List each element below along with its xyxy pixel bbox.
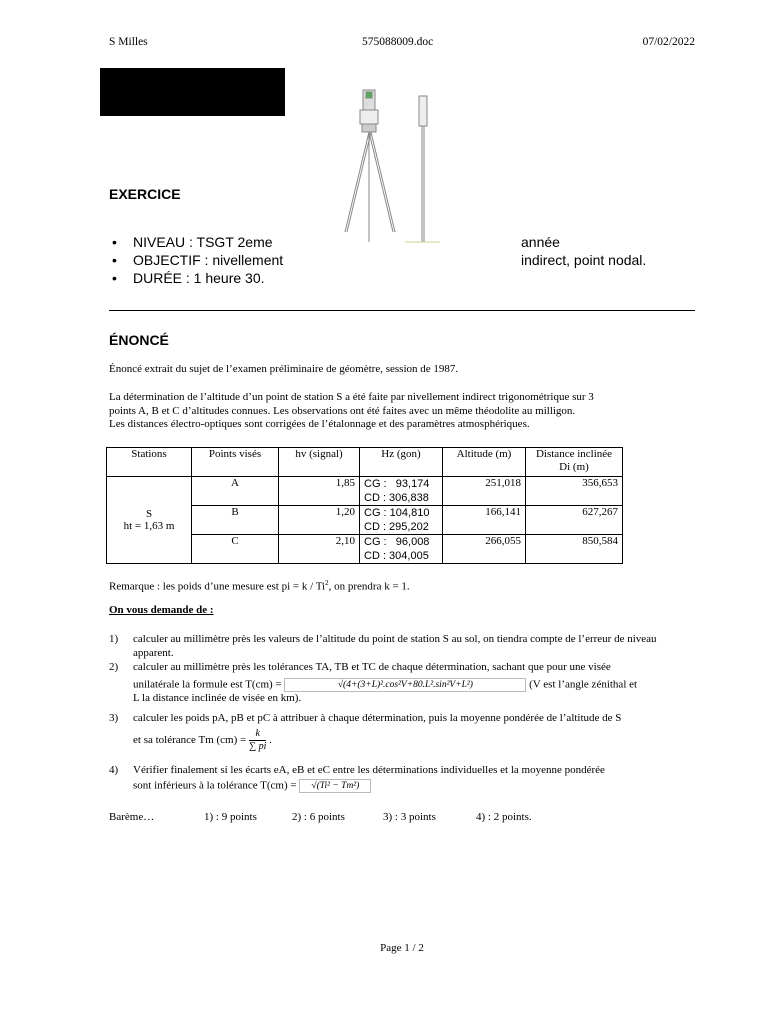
altitude-cell: 166,141 — [443, 506, 526, 535]
q4-text — [133, 764, 698, 793]
hz-cd: CD : 306,838 — [364, 492, 429, 504]
hz-cg: CG : 93,174 — [364, 478, 430, 490]
bareme-p1: 1) : 9 points — [204, 811, 257, 823]
q3-fraction — [249, 728, 266, 753]
bullet-niveau-right: année — [521, 234, 560, 250]
q2-line2 — [133, 678, 698, 692]
th-stations: Stations — [107, 448, 192, 477]
q3-line1: calculer les poids pA, pB et pC à attribuer à chaque détermination, puis la moyenne pondérée de l’altitude de S — [133, 712, 622, 724]
exercise-title: EXERCICE — [109, 186, 181, 202]
th-distance-line1: Distance inclinée — [535, 448, 613, 460]
q2-line3: L la distance inclinée de visée en km). — [133, 691, 302, 704]
q2-line2a: unilatérale la formule est T(cm) = — [133, 678, 282, 691]
hv-cell: 1,20 — [279, 506, 360, 535]
hz-cell — [360, 506, 443, 535]
header-author: S Milles — [109, 36, 148, 48]
bareme-p4: 4) : 2 points. — [476, 811, 532, 823]
distance-cell: 627,267 — [526, 506, 623, 535]
distance-cell: 356,653 — [526, 477, 623, 506]
altitude-cell: 251,018 — [443, 477, 526, 506]
enonce-desc-line2: points A, B et C d’altitudes connues. Les observations ont été faites avec un même théodolite au milligon. — [109, 404, 576, 417]
q4-line2 — [133, 779, 698, 793]
theodolite-illustration — [335, 82, 450, 250]
th-distance — [526, 448, 623, 477]
remark-sup: 2 — [325, 579, 329, 587]
q1-number: 1) — [109, 633, 119, 645]
bareme-p3: 3) : 3 points — [383, 811, 436, 823]
q3-line2-text: et sa tolérance Tm (cm) = — [133, 733, 247, 746]
table-row — [107, 477, 623, 506]
header-file: 575088009.doc — [362, 36, 434, 48]
q4-line2-text: sont inférieurs à la tolérance T(cm) = — [133, 779, 297, 792]
point-cell: C — [192, 535, 279, 564]
bullet-objectif-right: indirect, point nodal. — [521, 252, 647, 268]
bullet-niveau-left: NIVEAU : TSGT 2eme — [133, 234, 273, 250]
q2-line1: calculer au millimètre près les tolérances TA, TB et TC de chaque détermination, sachant que pour une visée — [133, 661, 611, 673]
th-hv: hv (signal) — [279, 448, 360, 477]
remark-end: , on prendra k = 1. — [328, 580, 410, 593]
hv-cell: 2,10 — [279, 535, 360, 564]
remark — [109, 577, 699, 594]
q3-frac-bot: ∑ pi — [248, 740, 267, 752]
bareme-p2: 2) : 6 points — [292, 811, 345, 823]
logo-block — [100, 68, 285, 116]
q2-number: 2) — [109, 661, 119, 673]
q4-formula: √(Ti² − Tm²) — [299, 779, 371, 793]
hv-cell: 1,85 — [279, 477, 360, 506]
bullet-duree-left: DURÉE : 1 heure 30. — [133, 270, 265, 286]
q2-formula: √(4+(3+L)².cos²V+80.L².sin²V+L²) — [284, 678, 526, 692]
exercise-bullets — [0, 233, 768, 287]
enonce-intro: Énoncé extrait du sujet de l’examen préliminaire de géomètre, session de 1987. — [109, 363, 459, 375]
station-ht: ht = 1,63 m — [123, 520, 175, 532]
enonce-title: ÉNONCÉ — [109, 332, 169, 348]
observations-table — [106, 447, 623, 564]
enonce-desc-line1: La détermination de l’altitude d’un point de station S a été faite par nivellement indirect trigonométrique sur 3 — [109, 391, 594, 403]
bullet-objectif: • OBJECTIF : nivellement indirect, point nodal. — [112, 252, 647, 268]
demand-heading: On vous demande de : — [109, 604, 214, 616]
remark-text: Remarque : les poids d’une mesure est pi = k / Ti — [109, 580, 326, 593]
enonce-desc-line3: Les distances électro-optiques sont corrigées de l’étalonnage et des paramètres atmosphériques. — [109, 418, 530, 430]
q1-text: calculer au millimètre près les valeurs de l’altitude du point de station S au sol, on tiendra compte de l’erreur de niveau apparent. — [133, 633, 657, 659]
distance-cell: 850,584 — [526, 535, 623, 564]
q2-text — [133, 661, 698, 705]
hz-cell — [360, 535, 443, 564]
hz-cd: CD : 304,005 — [364, 550, 429, 562]
header-date: 07/02/2022 — [642, 36, 695, 48]
th-distance-line2: Di (m) — [559, 461, 589, 473]
page-number: Page 1 / 2 — [380, 942, 424, 954]
point-cell: B — [192, 506, 279, 535]
bullet-duree: • DURÉE : 1 heure 30. — [112, 270, 265, 286]
divider — [109, 310, 695, 311]
th-points: Points visés — [192, 448, 279, 477]
enonce-desc — [109, 391, 699, 432]
q3-text — [133, 712, 698, 753]
bullet-objectif-left: OBJECTIF : nivellement — [133, 252, 284, 268]
q2-line2b: (V est l’angle zénithal et — [529, 678, 638, 691]
bareme-label: Barème… — [109, 811, 155, 823]
bullet-niveau: • NIVEAU : TSGT 2eme année — [112, 234, 560, 250]
point-cell: A — [192, 477, 279, 506]
hz-cg: CG : 104,810 — [364, 507, 430, 519]
th-hz: Hz (gon) — [360, 448, 443, 477]
q3-line2 — [133, 728, 698, 753]
q3-number: 3) — [109, 712, 119, 724]
q4-number: 4) — [109, 764, 119, 776]
th-altitude: Altitude (m) — [443, 448, 526, 477]
q3-end: . — [269, 733, 272, 746]
altitude-cell: 266,055 — [443, 535, 526, 564]
station-cell — [107, 477, 192, 564]
station-name: S — [145, 508, 153, 520]
hz-cg: CG : 96,008 — [364, 536, 430, 548]
q4-line1: Vérifier finalement si les écarts eA, eB et eC entre les déterminations individuelles et la moyenne pondérée — [133, 764, 605, 776]
q3-frac-top: k — [249, 728, 266, 741]
hz-cell — [360, 477, 443, 506]
hz-cd: CD : 295,202 — [364, 521, 429, 533]
